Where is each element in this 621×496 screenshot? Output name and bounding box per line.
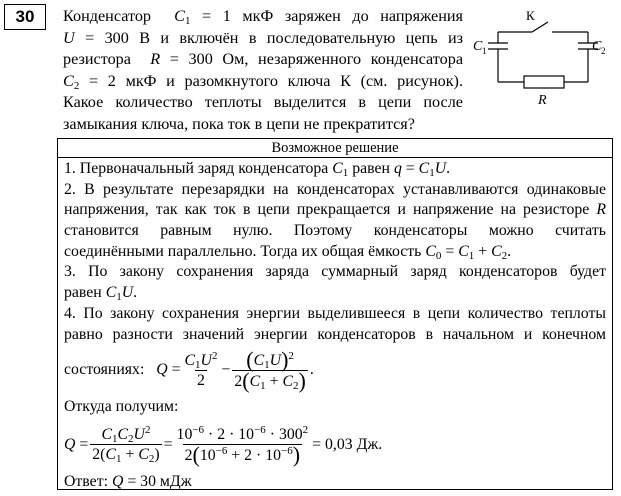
r-label: R (538, 93, 547, 108)
problem-number: 30 (4, 4, 46, 30)
fraction-initial-energy: $\frac{C_1U^2}{2}$ (184, 349, 218, 389)
resistor-r (524, 76, 564, 88)
solution-step-1: 1. Первоначальный заряд конденсатора $C_1$ равен $q = C_1U$. (64, 160, 451, 179)
problem-line-3: резистора R = 300 Ом, незаряженного конденсатора (63, 50, 463, 69)
answer-line: Ответ: Q = 30 мДж (64, 472, 192, 490)
solution-step-2-line-1: 2. В результате перезарядки на конденсаторах устанавливаются одинаковые (64, 180, 606, 198)
c2-label: C (592, 39, 602, 54)
circuit-diagram (468, 6, 618, 110)
fraction-numeric: $\frac{10^{-6} \cdot 2 \cdot 10^{-6} \cdot 300^2}{2(10^{-6} + 2 \cdot 10^{-6})}$ (176, 423, 309, 467)
problem-line-1: Конденсатор $C_1 = 1$ мкФ заряжен до напряжения (63, 7, 463, 27)
problem-line-6: замыкания ключа, пока ток в цепи не прекратится? (63, 114, 415, 133)
result-value: = 0,03 Дж. (312, 435, 383, 453)
problem-line-5: Какое количество теплоты выделится в цепи после (63, 93, 463, 112)
solution-step-2-line-2: напряжения, так как ток в цепи прекращается и напряжение на резисторе R (64, 201, 607, 219)
fraction-final-energy: $\frac{(C_1U)^2}{2(C_1 + C_2)}$ (234, 346, 306, 393)
energy-equation: состояниях: Q = $\frac{C_1U^2}{2}$ − $\frac{(C_1U)^2}{2(C_1 + C_2)}$ . (64, 346, 314, 393)
switch-key (532, 22, 548, 32)
c1-label-sub: 1 (482, 46, 487, 56)
solution-step-3-line-1: 3. По закону сохранения заряда суммарный заряд конденсаторов будет (64, 263, 606, 281)
result-equation: Q = $\frac{C_1C_2U^2}{2(C_1 + C_2)}$ = $\frac{10^{-6} \cdot 2 \cdot 10^{-6} \cdot 300^2}{2(10^{-6} + 2 \cdot 10^{-6})}$ = 0,03 Дж. (64, 423, 383, 467)
from-label: Откуда получим: (64, 398, 179, 416)
solution-step-2-line-3: становится равным нулю. Поэтому конденсаторы можно считать (64, 222, 606, 240)
key-label: К (526, 8, 535, 23)
c1-label: C (473, 39, 483, 54)
fraction-symbolic: $\frac{C_1C_2U^2}{2(C_1 + C_2)}$ (92, 424, 160, 466)
solution-box (57, 138, 613, 490)
problem-line-4: $C_2 = 2$ мкФ и разомкнутого ключа К (см. рисунок). (63, 71, 463, 92)
solution-header: Возможное решение (58, 139, 612, 158)
solution-step-2-line-4: соединёнными параллельно. Тогда их общая ёмкость $C_0 = C_1 + C_2$. (64, 242, 512, 262)
problem-statement (63, 6, 463, 136)
problem-line-2: U = 300 В и включён в последовательную цепь из (63, 28, 463, 47)
solution-step-3-line-2: равен $C_1U$. (64, 284, 138, 304)
solution-step-4-line-2: равно разности значений энергии конденсаторов в начальном и конечном (64, 325, 606, 343)
c2-label-sub: 2 (601, 46, 606, 56)
solution-step-4-line-1: 4. По закону сохранения энергии выделившееся в цепи количество теплоты (64, 304, 606, 322)
solution-body (64, 159, 606, 493)
